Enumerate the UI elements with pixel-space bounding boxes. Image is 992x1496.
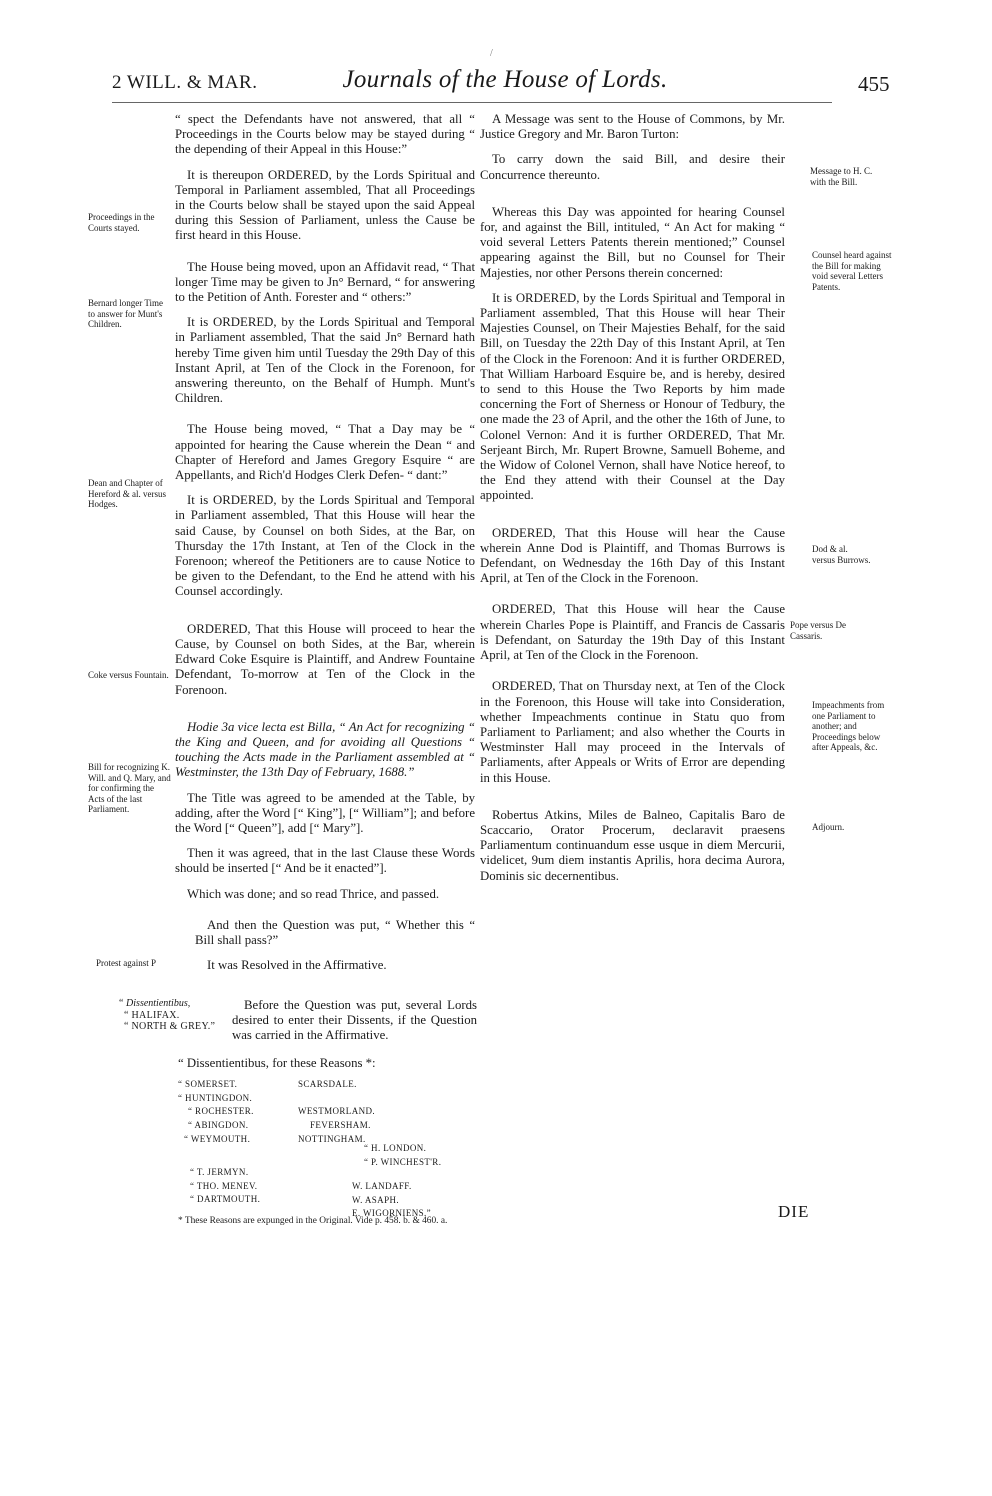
paragraph: To carry down the said Bill, and desire their Concurrence thereunto. [480, 152, 785, 182]
margin-note-proceedings-stayed: Proceedings in the Courts stayed. [88, 212, 155, 233]
left-column [175, 112, 475, 977]
signatories-column-5 [352, 1180, 431, 1221]
signatory: “ H. LONDON. [364, 1143, 427, 1153]
paragraph: The House being moved, upon an Affidavit read, “ That longer Time may be given to Jn° Bernard, “ for answering to the Petition of Anth. Forester and “ others:” [175, 259, 475, 305]
footnote: * These Reasons are expunged in the Original. Vide p. 458. b. & 460. a. [178, 1216, 448, 1226]
dissent-names [118, 998, 215, 1033]
paragraph: Which was done; and so read Thrice, and passed. [187, 886, 440, 901]
signatory: W. ASAPH. [352, 1194, 400, 1205]
margin-note-protest: Protest against P [96, 958, 156, 968]
margin-note-bill: Bill for recognizing K. Will. and Q. Mary, and for confirming the Acts of the last Parliament. [88, 762, 171, 814]
signatory: WESTMORLAND. [298, 1106, 376, 1117]
paragraph: Hodie 3a vice lecta est Billa, “ An Act for recognizing “ the King and Queen, and for avoiding all Questions “ touching the Acts made in the Parliament assembled at “ Westminster, the 13th Day of February, 1688.” [175, 719, 475, 780]
dissent-line: “ Dissentientibus, [118, 998, 191, 1009]
header-rule [112, 102, 832, 103]
paragraph: Whereas this Day was appointed for hearing Counsel for, and against the Bill, intituled, “ An Act for making “ void several Letters Patents therein mentioned;” Counsel appearing against the Bill, but no Counsel for Their Majesties, nor other Persons therein concerned: [480, 204, 785, 280]
paragraph: It is ORDERED, by the Lords Spiritual and Temporal in Parliament assembled, That the said Jn° Bernard hath hereby Time given him until Tuesday the 29th Day of this Instant April, at Ten of the Clock in the Forenoon, for answering thereunto, on the Behalf of Humph. Munt's Children. [175, 315, 475, 406]
margin-note-message: Message to H. C. with the Bill. [810, 166, 873, 187]
page-number: 455 [858, 72, 890, 96]
paragraph: It is ORDERED, by the Lords Spiritual and Temporal in Parliament assembled, That this House will hear the said Cause, by Counsel on both Sides, at the Bar, on Thursday the 17th Instant, at Ten of the Clock in the Forenoon; whereof the Petitioners are to cause Notice to be given to the Defendant, to the End he attend with his Counsel accordingly. [175, 493, 475, 599]
dissent-line: “ NORTH & GREY.” [124, 1021, 216, 1032]
margin-note-counsel: Counsel heard against the Bill for making void several Letters Patents. [812, 250, 892, 292]
paragraph: ORDERED, That this House will hear the Cause wherein Charles Pope is Plaintiff, and Francis de Cassaris is Defendant, on Saturday the 19th Day of this Instant April, at Ten of the Clock in the Forenoon. [480, 602, 785, 663]
signatory: FEVERSHAM. [310, 1120, 371, 1131]
dissent-text: Before the Question was put, several Lords desired to enter their Dissents, if the Question was carried in the Affirmative. [232, 998, 477, 1042]
paragraph: It was Resolved in the Affirmative. [207, 958, 387, 973]
catchword: DIE [778, 1202, 810, 1221]
margin-note-impeachments: Impeachments from one Parliament to another; and Proceedings below after Appeals, &c. [812, 700, 885, 752]
margin-note-bernard: Bernard longer Time to answer for Munt's Children. [88, 298, 163, 329]
signatory: “ HUNTINGDON. [178, 1092, 253, 1103]
signatory: SCARSDALE. [298, 1079, 357, 1089]
stray-mark: / [490, 48, 493, 59]
margin-note-coke: Coke versus Fountain. [88, 670, 169, 680]
paragraph: Robertus Atkins, Miles de Balneo, Capitalis Baro de Scaccario, Orator Procerum, declaravit praesens Parliamentum continuandum esse usque in diem Mercurii, videlicet, 9um diem instantis Aprilis, hora decima Aurora, Dominis sic decernentibus. [480, 807, 785, 883]
margin-note-pope: Pope versus De Cassaris. [790, 620, 846, 641]
right-column [480, 112, 785, 888]
reasons-title: “ Dissentientibus, for these Reasons *: [178, 1056, 376, 1070]
paragraph: The House being moved, “ That a Day may be “ appointed for hearing the Cause wherein the Dean “ and Chapter of Hereford and James Gregory Esquire “ are Appellants, and Rich'd Hodges Clerk Defen- “ dant:” [175, 422, 475, 483]
paragraph: The Title was agreed to be amended at the Table, by adding, after the Word [“ King”], [“ William”]; and before the Word [“ Queen”], add [“ Mary”]. [175, 790, 475, 835]
signatories-column-1 [178, 1078, 254, 1147]
signatory: “ WEYMOUTH. [184, 1133, 251, 1144]
paragraph: ORDERED, That this House will proceed to hear the Cause, by Counsel on both Sides, at the Bar, wherein Edward Coke Esquire is Plaintiff, and Andrew Fountaine Defendant, To-morrow at Ten of the Clock in the Forenoon. [175, 621, 475, 697]
paragraph: ORDERED, That this House will hear the Cause wherein Anne Dod is Plaintiff, and Thomas Burrows is Defendant, on Wednesday the 16th Day of this Instant April, at Ten of the Clock in the Forenoon. [480, 525, 785, 586]
paragraph: A Message was sent to the House of Commons, by Mr. Justice Gregory and Mr. Baron Turton: [480, 112, 785, 142]
signatory: NOTTINGHAM. [298, 1133, 366, 1144]
paragraph: Then it was agreed, that in the last Clause these Words should be inserted [“ And be it enacted”]. [175, 846, 475, 876]
signatory: “ T. JERMYN. [190, 1167, 249, 1177]
page-title: Journals of the House of Lords. [342, 66, 668, 93]
signatories-column-4 [190, 1166, 260, 1207]
signatory: E. WIGORNIENS.” [352, 1208, 432, 1219]
signatory: “ P. WINCHEST'R. [364, 1156, 442, 1167]
signatories-column-3 [352, 1142, 441, 1169]
paragraph: And then the Question was put, “ Whether this “ Bill shall pass?” [195, 917, 475, 947]
signatory: W. LANDAFF. [352, 1181, 412, 1191]
signatory: “ SOMERSET. [178, 1079, 238, 1089]
paragraph: “ spect the Defendants have not answered, that all “ Proceedings in the Courts below may be stayed during “ the depending of their Appeal in this House:” [175, 112, 475, 157]
signatory: “ ROCHESTER. [188, 1106, 254, 1117]
paragraph: It is ORDERED, by the Lords Spiritual and Temporal in Parliament assembled, That this House will hear Their Majesties Counsel, on Their Majesties Behalf, for the said Bill, on Tuesday the 22th Day of this Instant April, at Ten of the Clock in the Forenoon: And it is further ORDERED, That William Harboard Esquire be, and is hereby, desired to send to this House the Two Reports by him made concerning the Fort of Sherness or Honour of Tedbury, the one made the 23 of April, and the other the 16th of June, to Colonel Vernon: And it is further ORDERED, That Mr. Serjeant Birch, Mr. Rupert Browne, Samuell Boheme, and the Widow of Colonel Vernon, shall have Notice hereof, to the End they attend with their Counsel at the Day appointed. [480, 290, 785, 503]
signatory [298, 1092, 375, 1106]
margin-note-dod: Dod & al. versus Burrows. [812, 544, 871, 565]
signatory: “ DARTMOUTH. [190, 1194, 261, 1205]
margin-note-hereford: Dean and Chapter of Hereford & al. versus Hodges. [88, 478, 166, 509]
dissent-line: “ HALIFAX. [124, 1009, 180, 1021]
signatory: “ ABINGDON. [188, 1120, 249, 1131]
signatory: “ THO. MENEV. [190, 1180, 258, 1191]
paragraph: It is thereupon ORDERED, by the Lords Spiritual and Temporal in Parliament assembled, That all Proceedings in the Courts below shall be stayed upon the said Appeal during this Session of Parliament, unless the Cause be first heard in this House. [175, 167, 475, 243]
paragraph: ORDERED, That on Thursday next, at Ten of the Clock in the Forenoon, this House will take into Consideration, whether Impeachments continue in Statu quo from Parliament to Parliament; and also whether the Courts in Westminster Hall may proceed in the Intervals of Parliaments, after Appeals or Writs of Error are depending in this House. [480, 679, 785, 785]
signatories-column-2 [298, 1078, 375, 1147]
margin-note-adjourn: Adjourn. [812, 822, 845, 832]
regnal-year: 2 WILL. & MAR. [112, 72, 258, 93]
